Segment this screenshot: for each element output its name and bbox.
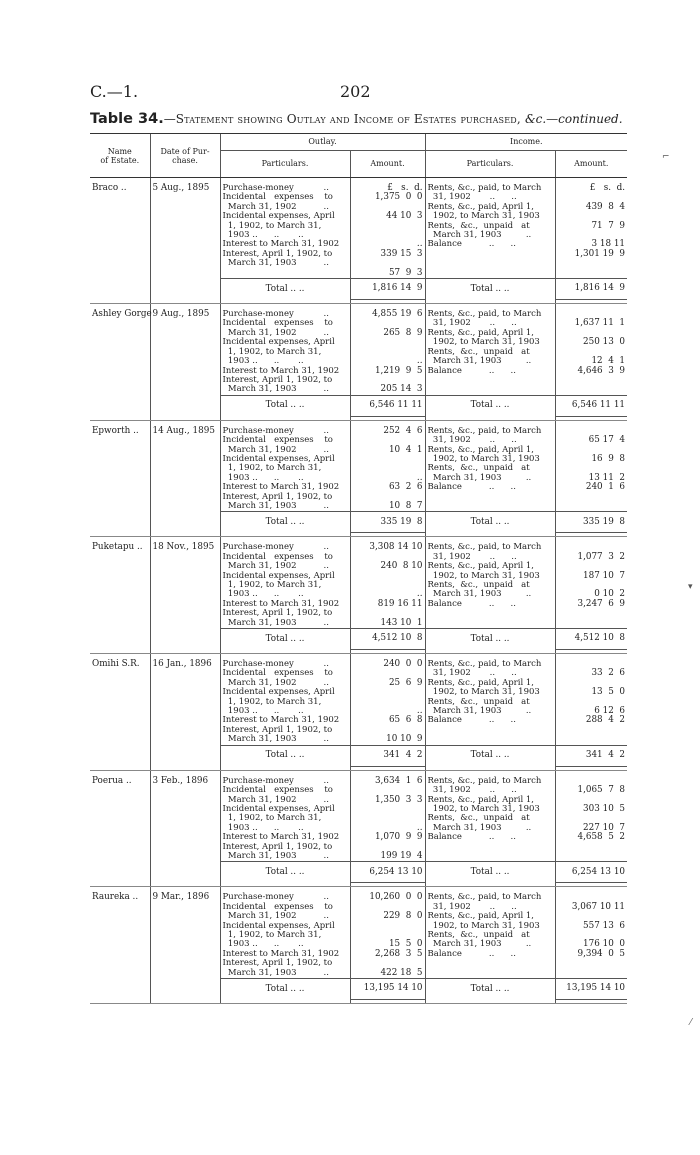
income-total: 341 4 2 [555, 745, 627, 766]
income-amount-values: 1,065 7 8 303 10 5 227 10 7 4,658 5 2 [577, 785, 626, 843]
income-total: 6,546 11 11 [555, 395, 627, 416]
outlay-amounts [350, 770, 425, 862]
income-particulars: Rents, &c., paid, to March 31, 1902 .. .. Rents, &c., paid, April 1, 1902, to March 31, 1903 Rents, &c., unpaid at March 31, 1903 .. Balance .. .. [425, 304, 555, 396]
table-body [90, 178, 627, 1004]
income-amounts [555, 770, 627, 862]
page-number: 202 [340, 82, 371, 101]
income-particulars: Rents, &c., paid, to March 31, 1902 .. .. Rents, &c., paid, April 1, 1902, to March 31, 1903 Rents, &c., unpaid at March 31, 1903 .. Balance .. .. [425, 887, 555, 979]
title-dash: — [163, 112, 176, 126]
income-total-label: Total .. .. [425, 512, 555, 533]
outlay-amount-values: 10,260 0 0 229 8 0 15 5 0 2,268 3 5 422 18 5 [369, 892, 423, 978]
income-amounts [555, 420, 627, 512]
income-amounts [555, 537, 627, 629]
income-particulars: Rents, &c., paid, to March 31, 1902 .. .. Rents, &c., paid, April 1, 1902, to March 31, 1903 Rents, &c., unpaid at March 31, 1903 .. Balance .. .. [425, 537, 555, 629]
outlay-particulars: Purchase-money .. Incidental expenses to March 31, 1902 .. Incidental expenses, April 1, 1902, to March 31, 1903 .. .. .. Interest to March 31, 1902 Interest, April 1, 1902, to March 31, 1903 .. [220, 654, 350, 746]
outlay-total: 6,546 11 11 [350, 395, 425, 416]
income-total-label: Total .. .. [425, 629, 555, 650]
outlay-particulars: Purchase-money .. Incidental expenses to March 31, 1902 .. Incidental expenses, April 1, 1902, to March 31, 1903 .. .. .. Interest to March 31, 1902 Interest, April 1, 1902, to March 31, 1903 .. [220, 304, 350, 396]
estate-name: Omihi S.R. [92, 659, 140, 670]
income-total: 13,195 14 10 [555, 979, 627, 1000]
outlay-amounts [350, 537, 425, 629]
income-total-label: Total .. .. [425, 862, 555, 883]
income-total-label: Total .. .. [425, 395, 555, 416]
col-name-header: Name of Estate. [90, 134, 150, 178]
outlay-total-label: Total .. .. [220, 279, 350, 300]
page-header [90, 82, 625, 102]
income-amounts [555, 178, 627, 279]
col-income-particulars: Particulars. [425, 151, 555, 178]
income-particulars: Rents, &c., paid, to March 31, 1902 .. .. Rents, &c., paid, April 1, 1902, to March 31, 1903 Rents, &c., unpaid at March 31, 1903 .. Balance .. .. [425, 178, 555, 279]
outlay-amounts [350, 887, 425, 979]
col-outlay-amount: Amount. [350, 151, 425, 178]
outlay-total-label: Total .. .. [220, 862, 350, 883]
col-date-header: Date of Pur- chase. [150, 134, 220, 178]
outlay-amounts [350, 420, 425, 512]
outlay-particulars: Purchase-money .. Incidental expenses to March 31, 1902 .. Incidental expenses, April 1, 1902, to March 31, 1903 .. .. .. Interest to March 31, 1902 Interest, April 1, 1902, to March 31, 1903 .. [220, 178, 350, 279]
outlay-total-label: Total .. .. [220, 629, 350, 650]
estate-row [90, 770, 627, 862]
income-total: 335 19 8 [555, 512, 627, 533]
income-total: 4,512 10 8 [555, 629, 627, 650]
purchase-date: 18 Nov., 1895 [150, 537, 220, 650]
row-separator [90, 1000, 627, 1004]
estate-row [90, 654, 627, 746]
estate-name: Raureka .. [92, 892, 139, 903]
outlay-amount-values: 1,375 0 0 44 10 3 .. 339 15 3 57 9 3 [374, 192, 423, 278]
table-title [90, 111, 630, 127]
purchase-date: 5 Aug., 1895 [150, 178, 220, 300]
income-particulars: Rents, &c., paid, to March 31, 1902 .. .. Rents, &c., paid, April 1, 1902, to March 31, 1903 Rents, &c., unpaid at March 31, 1903 .. Balance .. .. [425, 654, 555, 746]
outlay-total: 4,512 10 8 [350, 629, 425, 650]
outlay-amount-values: 4,855 19 6 265 8 9 .. 1,219 9 5 205 14 3 [372, 309, 423, 395]
col-income-header: Income. [425, 134, 627, 151]
estates-table [90, 133, 627, 1004]
income-amount-values: 439 8 4 71 7 9 3 18 11 1,301 19 9 [574, 201, 626, 259]
income-amounts [555, 304, 627, 396]
income-amount-values: 1,077 3 2 187 10 7 0 10 2 3,247 6 9 [577, 551, 626, 609]
margin-mark: ⌐ [662, 152, 670, 162]
purchase-date: 9 Mar., 1896 [150, 887, 220, 1000]
outlay-particulars: Purchase-money .. Incidental expenses to March 31, 1902 .. Incidental expenses, April 1, 1902, to March 31, 1903 .. .. .. Interest to March 31, 1902 Interest, April 1, 1902, to March 31, 1903 .. [220, 420, 350, 512]
estate-row [90, 887, 627, 979]
outlay-total: 13,195 14 10 [350, 979, 425, 1000]
outlay-amount-values: 252 4 6 10 4 1 .. 63 2 6 10 8 7 [383, 425, 423, 511]
estate-name: Puketapu .. [92, 542, 143, 553]
currency-header: £ s. d. [387, 183, 423, 193]
estate-row [90, 537, 627, 629]
income-amounts [555, 654, 627, 746]
outlay-total-label: Total .. .. [220, 745, 350, 766]
outlay-total: 6,254 13 10 [350, 862, 425, 883]
estate-name: Braco .. [92, 183, 127, 193]
outlay-particulars: Purchase-money .. Incidental expenses to March 31, 1902 .. Incidental expenses, April 1, 1902, to March 31, 1903 .. .. .. Interest to March 31, 1902 Interest, April 1, 1902, to March 31, 1903 .. [220, 887, 350, 979]
outlay-amounts [350, 654, 425, 746]
outlay-particulars: Purchase-money .. Incidental expenses to March 31, 1902 .. Incidental expenses, April 1, 1902, to March 31, 1903 .. .. .. Interest to March 31, 1902 Interest, April 1, 1902, to March 31, 1903 .. [220, 537, 350, 629]
income-particulars: Rents, &c., paid, to March 31, 1902 .. .. Rents, &c., paid, April 1, 1902, to March 31, 1903 Rents, &c., unpaid at March 31, 1903 .. Balance .. .. [425, 770, 555, 862]
outlay-amount-values: 240 0 0 25 6 9 .. 65 6 8 10 10 9 [383, 659, 423, 745]
outlay-amount-values: 3,308 14 10 240 8 10 .. 819 16 11 143 10 1 [369, 542, 423, 628]
col-outlay-header: Outlay. [220, 134, 425, 151]
outlay-total: 1,816 14 9 [350, 279, 425, 300]
income-amounts [555, 887, 627, 979]
outlay-total: 341 4 2 [350, 745, 425, 766]
income-amount-values: 1,637 11 1 250 13 0 12 4 1 4,646 3 9 [574, 318, 626, 376]
outlay-particulars: Purchase-money .. Incidental expenses to March 31, 1902 .. Incidental expenses, April 1, 1902, to March 31, 1903 .. .. .. Interest to March 31, 1902 Interest, April 1, 1902, to March 31, 1903 .. [220, 770, 350, 862]
income-total: 1,816 14 9 [555, 279, 627, 300]
estate-name: Ashley Gorge [92, 309, 152, 320]
margin-mark: ▾ [688, 582, 693, 592]
purchase-date: 3 Feb., 1896 [150, 770, 220, 883]
estate-row [90, 420, 627, 512]
estate-row [90, 178, 627, 279]
table-label: Table 34. [90, 111, 164, 127]
outlay-total-label: Total .. .. [220, 512, 350, 533]
income-total-label: Total .. .. [425, 979, 555, 1000]
estate-name: Poerua .. [92, 775, 132, 786]
outlay-total-label: Total .. .. [220, 979, 350, 1000]
income-total-label: Total .. .. [425, 745, 555, 766]
purchase-date: 9 Aug., 1895 [150, 304, 220, 417]
outlay-amounts [350, 178, 425, 279]
table-continued: &c.—continued. [524, 112, 623, 126]
income-amount-values: 33 2 6 13 5 0 6 12 6 288 4 2 [585, 668, 626, 726]
outlay-amount-values: 3,634 1 6 1,350 3 3 .. 1,070 9 9 199 19 4 [374, 775, 423, 861]
income-particulars: Rents, &c., paid, to March 31, 1902 .. .. Rents, &c., paid, April 1, 1902, to March 31, 1903 Rents, &c., unpaid at March 31, 1903 .. Balance .. .. [425, 420, 555, 512]
purchase-date: 16 Jan., 1896 [150, 654, 220, 767]
income-total: 6,254 13 10 [555, 862, 627, 883]
col-income-amount: Amount. [555, 151, 627, 178]
table-caption: Statement showing Outlay and Income of Estates purchased, [175, 112, 525, 126]
currency-header: £ s. d. [589, 183, 626, 193]
income-amount-values: 3,067 10 11 557 13 6 176 10 0 9,394 0 5 [571, 901, 626, 959]
outlay-total: 335 19 8 [350, 512, 425, 533]
outlay-total-label: Total .. .. [220, 395, 350, 416]
income-total-label: Total .. .. [425, 279, 555, 300]
purchase-date: 14 Aug., 1895 [150, 420, 220, 533]
income-amount-values: 65 17 4 16 9 8 13 11 2 240 1 6 [585, 435, 626, 493]
outlay-amounts [350, 304, 425, 396]
col-outlay-particulars: Particulars. [220, 151, 350, 178]
estate-name: Epworth .. [92, 425, 139, 436]
document-reference: C.—1. [90, 82, 139, 101]
estate-row [90, 304, 627, 396]
margin-mark: ⁄ [690, 1018, 692, 1028]
